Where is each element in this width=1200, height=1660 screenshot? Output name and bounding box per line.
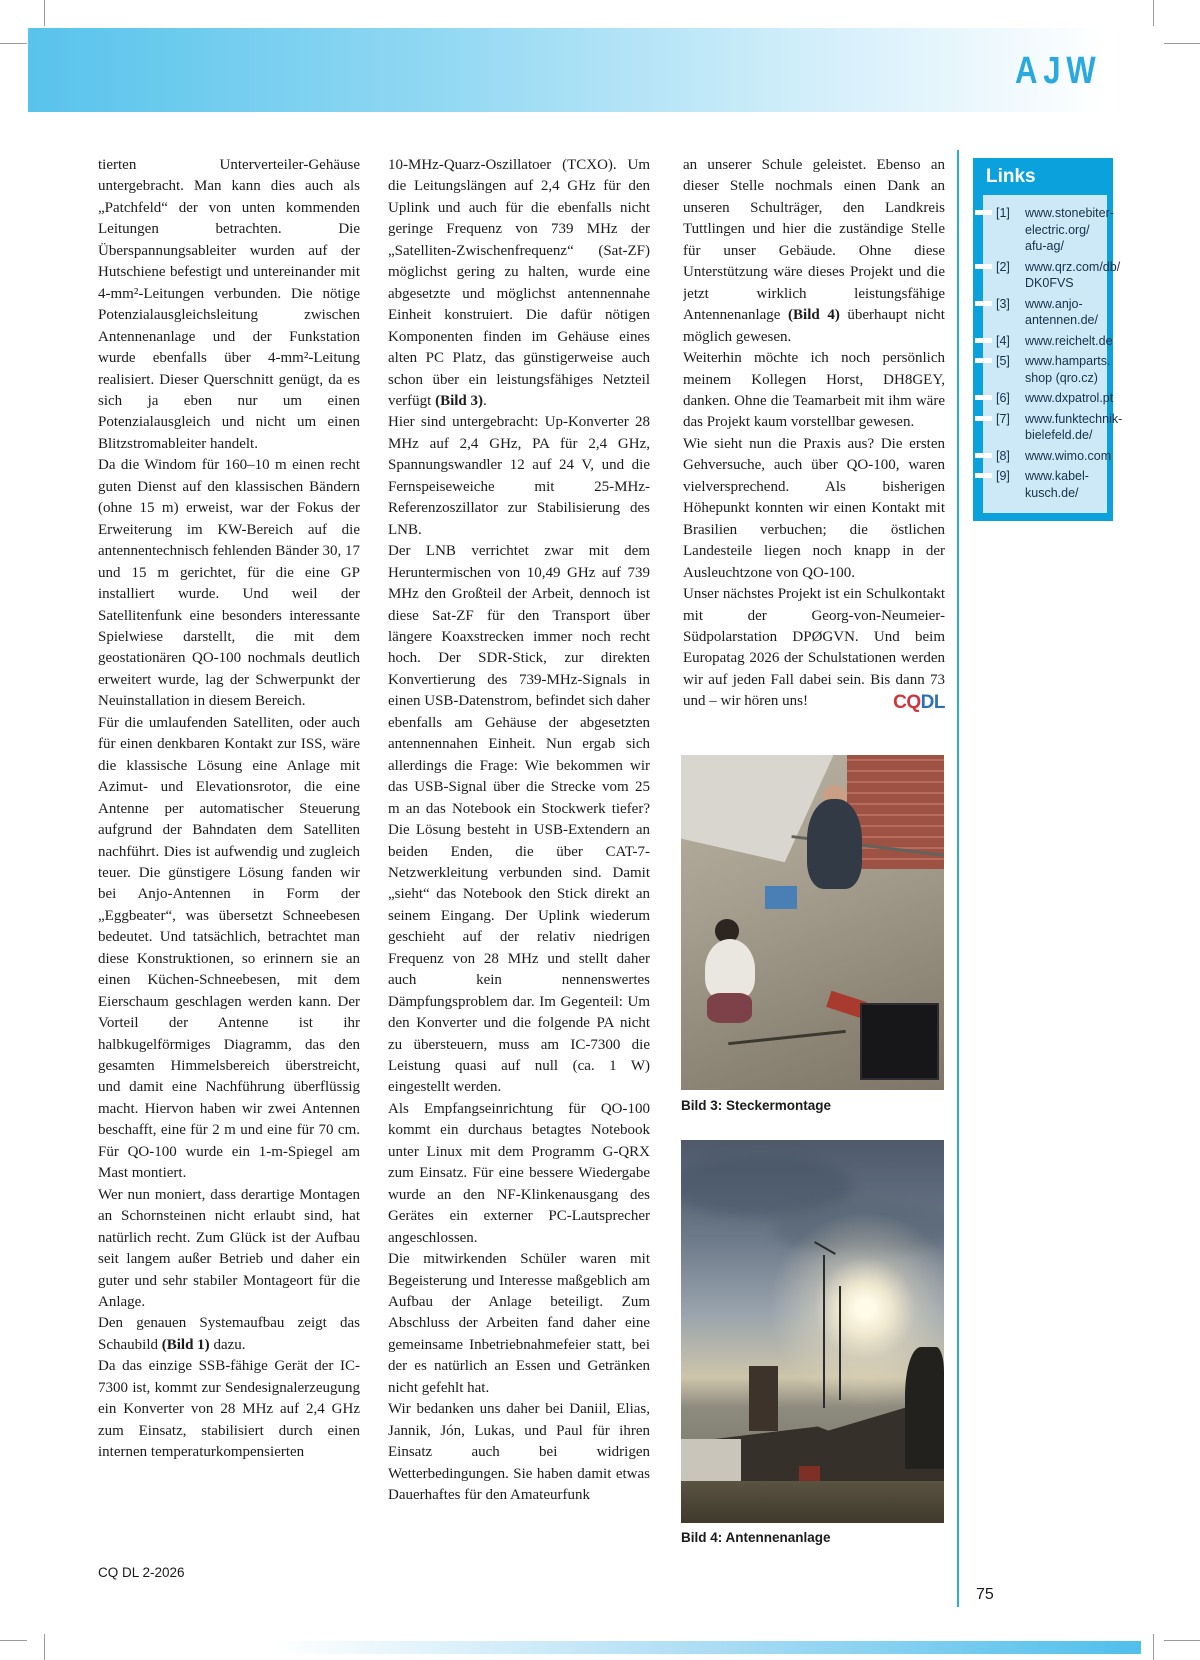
link-ref-number: [9]: [996, 469, 1010, 483]
link-ref-number: [8]: [996, 448, 1010, 463]
body-text: Die mitwirkenden Schüler waren mit Begeisterung und Interesse maßgeblich am Aufbau der Anlage beteiligt. Zum Abschluss der Arbeiten fand daher eine gemeinsame Inbetriebnahmefeier statt, bei der es natürlich an Essen und Getränken nicht gefehlt hat.: [388, 1251, 650, 1396]
chimney-silhouette: [749, 1366, 778, 1431]
link-url-line: kusch.de/: [1025, 485, 1079, 500]
figure-bild3-photo: [681, 755, 944, 1090]
crop-mark: [0, 43, 27, 44]
link-marker-dash: [975, 301, 992, 306]
link-url-line: DK0FVS: [1025, 276, 1074, 290]
link-item: [983, 448, 1112, 465]
link-marker-dash: [975, 338, 992, 343]
paragraph: [683, 434, 945, 584]
link-marker-dash: [975, 210, 992, 215]
paragraph: [683, 348, 945, 434]
person-crouching-shorts: [707, 993, 752, 1023]
link-url-line: www.wimo.com: [1025, 448, 1112, 463]
link-item: [983, 259, 1121, 292]
paragraph: [388, 1399, 650, 1506]
article-column-1: [98, 155, 360, 1553]
link-ref-number: [4]: [996, 333, 1010, 348]
link-url-line: www.reichelt.de: [1025, 333, 1113, 348]
link-item: [983, 333, 1113, 350]
antenna-mast: [823, 1255, 825, 1408]
link-url-line: www.qrz.com/db/: [1025, 259, 1121, 274]
link-url-line: www.dxpatrol.pt: [1025, 391, 1114, 405]
figure-reference: (Bild 3): [435, 392, 484, 409]
page-number: 75: [976, 1586, 994, 1603]
paragraph: [98, 455, 360, 712]
person-seated: [807, 799, 862, 889]
paragraph: [98, 155, 360, 455]
gravel-foreground: [681, 1481, 944, 1523]
link-url-line: electric.org/: [1025, 222, 1090, 237]
paragraph: [98, 1313, 360, 1356]
link-item: [983, 411, 1123, 444]
body-text: 10-MHz-Quarz-Oszillatoer (TCXO). Um die Leitungslängen auf 2,4 GHz für den Uplink und auch für die ebenfalls nicht geringe Frequenz von 739 MHz der „Satelliten-Zwischenfrequenz“ (Sat-ZF) möglichst gering zu halten, wurde eine abgesetzte und möglichst antennennahe Einheit konstruiert. Die dafür nötigen Komponenten finden im Gehäuse eines alten PC Platz, das günstigerweise auch schon über ein leistungsfähiges Netzteil verfügt: [388, 157, 650, 409]
footer-issue-label: CQ DL 2-2026: [98, 1565, 185, 1580]
links-list: [983, 195, 1123, 513]
antenna-mast: [839, 1286, 841, 1401]
body-text: Da die Windom für 160–10 m einen recht guten Dienst auf den klassischen Bändern (ohne 15 m) erweist, war der Fokus der Erweiterung im KW-Bereich auf die antennentechnisch fehlenden Bänder 30, 17 und 15 m gerichtet, für die eine GP installiert wurde. Und weil der Satellitenfunk eine besonders interessante Spielwiese darstellt, die mit dem geostationären QO-100 nochmals deutlich erweitert wurde, lag der Schwerpunkt der Neuinstallation in diesem Bereich.: [98, 457, 360, 710]
paragraph: [388, 155, 650, 412]
link-marker-dash: [975, 395, 992, 400]
body-text: überhaupt nicht möglich gewesen.: [683, 307, 945, 345]
header-gradient-bar: [28, 28, 1141, 112]
crop-mark: [44, 0, 45, 26]
link-ref-number: [5]: [996, 354, 1010, 368]
paragraph: [98, 713, 360, 1185]
link-url-line: antennen.de/: [1025, 313, 1098, 327]
cqdl-logo-cq: CQ: [893, 691, 921, 713]
body-text: Weiterhin möchte ich noch persönlich meinem Kollegen Horst, DH8GEY, danken. Ohne die Teamarbeit mit ihm wäre das Projekt kaum vorstellbar gewesen.: [683, 350, 945, 431]
paragraph: [98, 1185, 360, 1314]
figure-reference: (Bild 1): [161, 1336, 210, 1353]
body-text: dazu.: [209, 1336, 246, 1353]
link-item: [983, 296, 1103, 329]
link-ref-number: [6]: [996, 391, 1010, 405]
paragraph: [388, 1099, 650, 1249]
body-text: tierten Unterverteiler-Gehäuse untergebracht. Man kann dies auch als „Patchfeld“ der von unten kommenden Leitungen betrachten. Die Überspannungsableiter wurden auf der Hutschiene befestigt und untereinander mit 4-mm²-Leitungen verbunden. Die nötige Potenzialausgleichsleitung zwischen Antennenanlage und der Funkstation wurde ebenfalls über 4-mm²-Leitung realisiert. Dieser Querschnitt genügt, da es sich ja eben nur um einen Potenzialausgleich und nicht um einen Blitzstromableiter handelt.: [98, 157, 360, 452]
body-text: .: [483, 392, 487, 409]
crop-mark: [0, 1640, 27, 1641]
person-silhouette: [905, 1347, 944, 1470]
black-equipment-case: [860, 1003, 939, 1080]
body-text: Wie sieht nun die Praxis aus? Die ersten Gehversuche, auch über QO-100, waren vielversprechend. Als bisherigen Höhepunkt konnten wir einen Kontakt mit Brasilien verbuchen; die östlichen Landesteile liegen noch knapp in der Ausleuchtzone von QO-100.: [683, 435, 945, 581]
blue-box: [765, 886, 797, 909]
crop-mark: [1164, 43, 1200, 44]
figure-bild4-photo: [681, 1140, 944, 1523]
body-text: Für die umlaufenden Satelliten, oder auch für einen denkbaren Kontakt zur ISS, wäre die klassische Lösung eine Anlage mit Azimut- und Elevationsrotor, die eine Antenne per automatischer Steuerung aufgrund der Bahndaten dem Satelliten nachführt. Dies ist aufwendig und zugleich teuer. Die günstigere Lösung fanden wir bei Anjo-Antennen in Form der „Eggbeater“, was übersetzt Schneebesen bedeutet. Und tatsächlich, betrachtet man diese Konstruktionen, so erinnern sie an einen Küchen-Schneebesen, mit dem Eierschaum geschlagen werden kann. Der Vorteil der Antenne ist ihr halbkugelförmiges Diagramm, das den gesamten Himmelsbereich überstreicht, und damit eine Nachführung überflüssig macht. Hiervon haben wir zwei Antennen beschafft, eine für 2 m und eine für 70 cm. Für QO-100 wurde ein 1-m-Spiegel am Mast montiert.: [98, 714, 360, 1182]
link-url-line: afu-ag/: [1025, 239, 1064, 253]
footer-gradient-bar: [28, 1641, 1141, 1654]
paragraph: [98, 1356, 360, 1463]
paragraph: [388, 412, 650, 541]
link-item: [983, 468, 1103, 501]
body-text: Hier sind untergebracht: Up-Konverter 28 MHz auf 2,4 GHz, PA für 2,4 GHz, Spannungswandler 12 auf 24 V, und die Fernspeiseweiche mit 25-MHz-Referenzoszillator zur Stabilisierung des LNB.: [388, 414, 650, 538]
link-url-line: bielefeld.de/: [1025, 428, 1093, 442]
figure-bild4-caption: Bild 4: Antennenanlage: [681, 1530, 831, 1545]
link-ref-number: [1]: [996, 206, 1010, 220]
paragraph: [388, 541, 650, 1099]
body-text: Als Empfangseinrichtung für QO-100 kommt ein durchaus betagtes Notebook unter Linux mit dem Programm G-QRX zum Einsatz. Für eine bessere Wiedergabe wurde an den NF-Klinkenausgang des Gerätes ein externer PC-Lautsprecher angeschlossen.: [388, 1100, 650, 1246]
body-text: Der LNB verrichtet zwar mit dem Heruntermischen von 10,49 GHz auf 739 MHz den Großteil der Arbeit, dennoch ist diese Sat-ZF für den Transport über längere Koaxstrecken immer noch recht hoch. Der SDR-Stick, zur direkten Konvertierung des 739-MHz-Signals in einen USB-Datenstrom, befindet sich daher ebenfalls am Gehäuse der abgesetzten antennennahen Einheit. Nun ergab sich allerdings die Frage: Wie bekommen wir das USB-Signal über die Strecke vom 25 m an das Notebook ein Stockwerk tiefer? Die Lösung besteht in USB-Extendern an beiden Enden, die über CAT-7-Netzwerkleitung verbunden sind. Damit „sieht“ das Notebook den Stick direkt an seinem Eingang. Der Uplink wiederum geschieht auf der relativ niedrigen Frequenz von 28 MHz und stellt daher auch kein nennenswertes Dämpfungsproblem dar. Im Gegenteil: Um den Konverter und die folgende PA nicht zu übersteuern, muss am IC-7300 die Leistung quasi auf null (ca. 1 W) eingestellt werden.: [388, 543, 650, 1096]
link-url-line: www.anjo-: [1025, 296, 1083, 311]
link-item: [983, 353, 1111, 386]
body-text: Wir bedanken uns daher bei Daniil, Elias, Jannik, Jón, Lukas, und Paul für ihren Einsatz auch bei widrigen Wetterbedingungen. Sie haben damit etwas Dauerhaftes für den Amateurfunk: [388, 1401, 650, 1504]
link-url-line: shop (qro.cz): [1025, 370, 1098, 385]
paragraph: [683, 584, 945, 713]
link-url-line: www.stonebiter-: [1025, 206, 1114, 220]
link-ref-number: [3]: [996, 296, 1010, 311]
article-column-3: [683, 155, 945, 765]
link-ref-number: [7]: [996, 411, 1010, 426]
column-divider-rule: [957, 150, 959, 1607]
body-text: an unserer Schule geleistet. Ebenso an dieser Stelle nochmals einen Dank an unseren Schulträger, den Landkreis Tuttlingen und hier die zuständige Stelle für unser Gebäude. Ohne diese Unterstützung wäre dieses Projekt und die jetzt wirklich leistungsfähige Antennenanlage: [683, 157, 945, 324]
paragraph: [683, 155, 945, 348]
person-crouching: [705, 939, 755, 999]
body-text: Da das einzige SSB-fähige Gerät der IC-7300 ist, kommt zur Sendesignalerzeugung ein Konverter von 28 MHz auf 2,4 GHz zum Einsatz, stabilisiert durch einen internen temperaturkompensierten: [98, 1358, 360, 1461]
link-marker-dash: [975, 358, 992, 363]
link-marker-dash: [975, 416, 992, 421]
cqdl-logo: [893, 693, 945, 712]
section-label: AJW: [1014, 50, 1101, 92]
link-marker-dash: [975, 453, 992, 458]
link-ref-number: [2]: [996, 259, 1010, 274]
crop-mark: [1153, 1634, 1154, 1660]
link-marker-dash: [975, 264, 992, 269]
body-text: Wer nun moniert, dass derartige Montagen an Schornsteinen nicht erlaubt sind, hat natürlich recht. Zum Glück ist der Aufbau seit langem außer Betrieb und daher ein guter und sehr stabiler Montageort für die Anlage.: [98, 1186, 360, 1311]
crop-mark: [1164, 1640, 1200, 1641]
paragraph: [388, 1249, 650, 1399]
body-text: Unser nächstes Projekt ist ein Schulkontakt mit der Georg-von-Neumeier-Südpolarstation DPØGVN. Und beim Europatag 2026 der Schulstationen werden wir auf jeden Fall dabei sein. Bis dann 73 und – wir hören uns!: [683, 586, 945, 710]
body-text: Den genauen Systemaufbau zeigt das Schaubild: [98, 1315, 360, 1353]
link-item: [983, 205, 1114, 255]
figure-bild3-caption: Bild 3: Steckermontage: [681, 1098, 832, 1113]
link-url-line: www.hamparts.: [1025, 354, 1111, 368]
figure-reference: (Bild 4): [788, 307, 840, 324]
crop-mark: [1153, 0, 1154, 26]
link-item: [983, 390, 1114, 407]
links-box: [973, 158, 1123, 521]
link-url-line: www.funktechnik-: [1025, 411, 1123, 426]
link-marker-dash: [975, 473, 992, 478]
cqdl-logo-dl: DL: [920, 691, 945, 713]
links-box-title: Links: [986, 166, 1036, 187]
link-url-line: www.kabel-: [1025, 469, 1089, 483]
article-column-2: [388, 155, 650, 1553]
